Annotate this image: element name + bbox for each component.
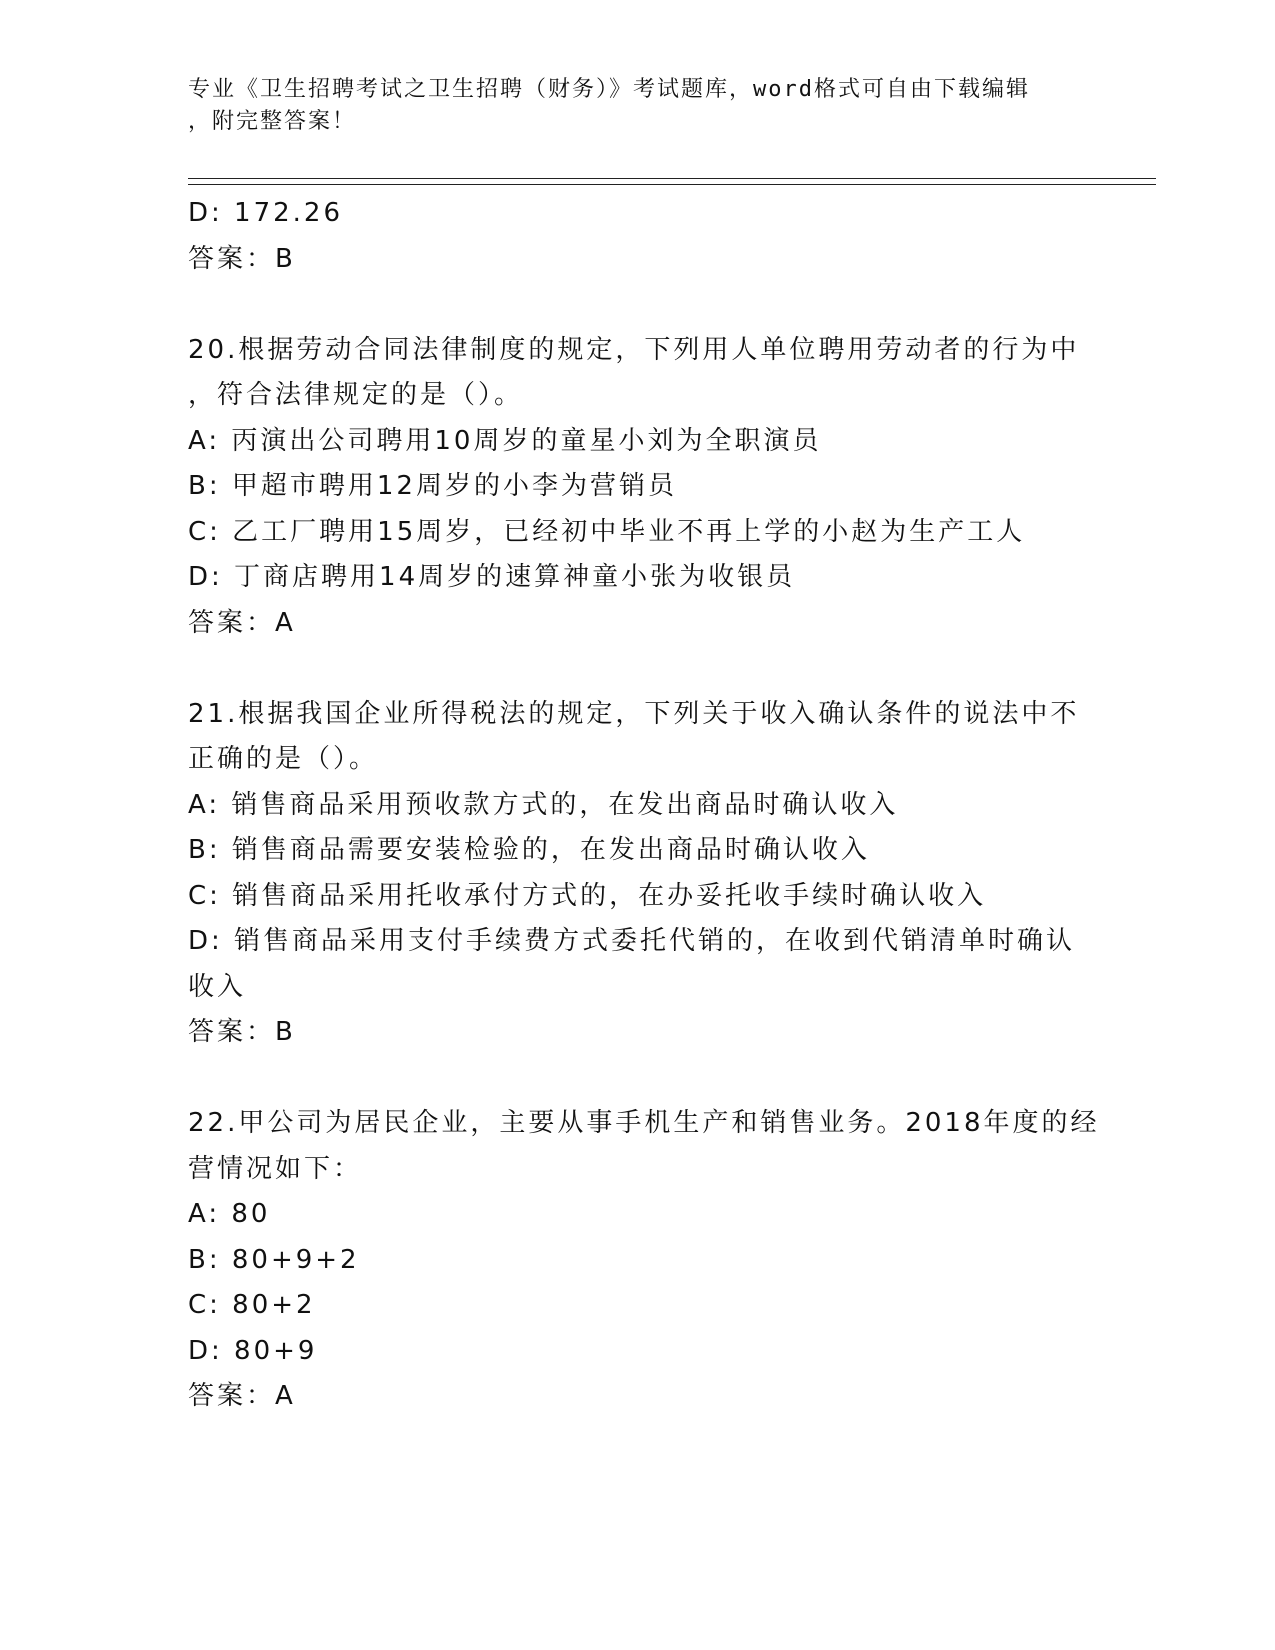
q20-option-d: D: 丁商店聘用14周岁的速算神童小张为收银员	[188, 562, 796, 592]
q20-answer: 答案：A	[188, 607, 296, 638]
q21-stem-line2: 正确的是（）。	[188, 744, 379, 774]
spacer	[188, 1056, 1088, 1102]
q20-stem-line2: ，符合法律规定的是（）。	[188, 380, 524, 410]
header-note: 专业《卫生招聘考试之卫生招聘（财务）》考试题库，word格式可自由下载编辑 ，附完整答案！	[188, 77, 1030, 134]
q22-answer: 答案：A	[188, 1381, 296, 1411]
q22-option-c: C: 80+2	[188, 1290, 316, 1320]
prev-option-d: D: 172.26	[188, 198, 344, 228]
q22-stem-line2: 营情况如下：	[188, 1153, 363, 1184]
double-rule-divider	[188, 178, 1156, 185]
q20-option-a: A: 丙演出公司聘用10周岁的童星小刘为全职演员	[188, 425, 822, 456]
question-content	[188, 191, 1100, 1420]
q21-option-a: A: 销售商品采用预收款方式的，在发出商品时确认收入	[188, 789, 899, 820]
q21-option-d-wrap: 收入	[188, 971, 247, 1002]
q22-option-b: B: 80+9+2	[188, 1244, 360, 1275]
q21-stem-line1: 21.根据我国企业所得税法的规定，下列关于收入确认条件的说法中不	[188, 698, 1080, 729]
q20-option-c: C: 乙工厂聘用15周岁，已经初中毕业不再上学的小赵为生产工人	[188, 516, 1026, 547]
q21-option-d: D: 销售商品采用支付手续费方式委托代销的，在收到代销清单时确认	[188, 926, 1076, 956]
q22-option-a: A: 80	[188, 1199, 271, 1229]
q22-option-d: D: 80+9	[188, 1335, 318, 1366]
prev-answer: 答案：B	[188, 243, 296, 274]
q20-option-b: B: 甲超市聘用12周岁的小李为营销员	[188, 471, 677, 501]
q21-answer: 答案：B	[188, 1017, 296, 1047]
q21-option-c: C: 销售商品采用托收承付方式的，在办妥托收手续时确认收入	[188, 880, 987, 911]
spacer	[188, 646, 1088, 692]
spacer	[188, 282, 1088, 328]
q22-stem-line1: 22.甲公司为居民企业，主要从事手机生产和销售业务。2018年度的经	[188, 1108, 1100, 1138]
q21-option-b: B: 销售商品需要安装检验的，在发出商品时确认收入	[188, 835, 870, 865]
q20-stem-line1: 20.根据劳动合同法律制度的规定，下列用人单位聘用劳动者的行为中	[188, 334, 1080, 365]
